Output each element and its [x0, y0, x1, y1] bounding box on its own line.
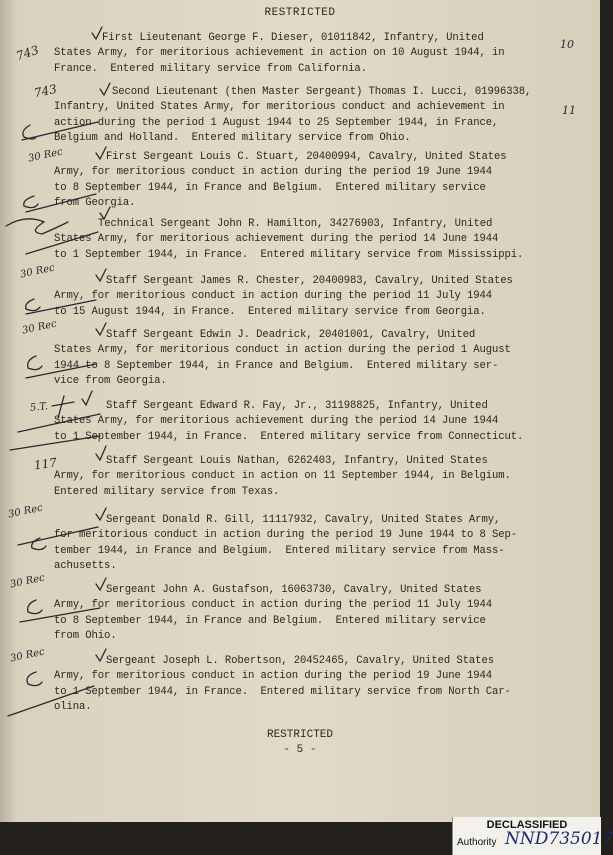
check-mark-icon: [92, 27, 102, 39]
entry-line: tember 1944, in France and Belgium. Entered military service from Mass-: [54, 544, 505, 557]
handwritten-five: [28, 600, 42, 614]
slash-mark: [18, 527, 98, 545]
check-mark-icon: [96, 446, 106, 460]
stamp-authority-value: NND735017: [505, 829, 613, 849]
entry-line: to 8 September 1944, in France and Belgium. Entered military service: [54, 614, 486, 627]
entry-line: Belgium and Holland. Entered military service from Ohio.: [54, 132, 411, 145]
entry-line: Army, for meritorious conduct in action during the period 19 June 1944: [54, 670, 493, 683]
check-mark-icon: [100, 83, 110, 95]
stamp-title: DECLASSIFIED: [486, 819, 568, 831]
entry-line: to 8 September 1944, in France and Belgium. Entered military service: [54, 181, 486, 194]
handwritten-note: 743: [32, 81, 59, 101]
handwritten-five: [27, 672, 42, 686]
handwritten-five: [28, 356, 42, 370]
entry-line: Infantry, United States Army, for meritorious conduct and achievement in: [54, 101, 505, 114]
page-number: - 5 -: [283, 744, 317, 756]
entry-line: to 1 September 1944, in France. Entered military service from North Car-: [54, 685, 511, 698]
check-mark-icon: [96, 508, 106, 520]
check-mark-icon: [96, 578, 106, 590]
entry-line: 1944 to 8 September 1944, in France and Belgium. Entered military ser-: [54, 359, 499, 372]
check-mark-icon: [96, 323, 106, 335]
footer-classification: RESTRICTED: [266, 729, 333, 741]
entry-line: to 1 September 1944, in France. Entered military service from Mississippi.: [54, 248, 524, 261]
header-classification: RESTRICTED: [264, 7, 336, 19]
handwritten-five: [24, 196, 38, 208]
entry-line: to 15 August 1944, in France. Entered military service from Georgia.: [54, 305, 486, 318]
entry-line: Staff Sergeant Edward R. Fay, Jr., 31198825, Infantry, United: [106, 400, 488, 412]
declassified-stamp: [452, 817, 613, 855]
handwritten-note: 743: [14, 42, 41, 64]
handwritten-note: 5.T.: [29, 401, 49, 414]
entry-line: Army, for meritorious conduct in action during the period 11 July 1944: [54, 290, 493, 303]
entry-line: Staff Sergeant Louis Nathan, 6262403, Infantry, United States: [106, 455, 488, 467]
handwritten-note: 30 Rec: [9, 572, 46, 591]
entry-line: States Army, for meritorious achievement during the period 14 June 1944: [54, 415, 499, 428]
scribble-mark: [52, 396, 74, 418]
handwritten-note: 30 Rec: [19, 262, 56, 281]
handwritten-note: 30 Rec: [7, 502, 44, 521]
entry-line: Staff Sergeant James R. Chester, 20400983, Cavalry, United States: [106, 275, 513, 287]
stamp-authority-label: Authority: [457, 837, 497, 848]
slash-mark: [26, 232, 98, 254]
entry-line: States Army, for meritorious conduct in action during the period 1 August: [54, 344, 511, 357]
check-mark-icon: [96, 147, 106, 159]
entry-line: vice from Georgia.: [54, 375, 167, 388]
entry-line: Army, for meritorious conduct in action during the period 19 June 1944: [54, 166, 493, 179]
handwritten-note: 117: [33, 455, 58, 473]
scribble-mark: [6, 219, 68, 234]
slash-mark: [8, 686, 94, 716]
check-mark-icon: [96, 269, 106, 281]
slash-mark: [26, 300, 96, 314]
check-mark-icon: [96, 649, 106, 661]
entry-line: achusetts.: [54, 560, 117, 573]
entry-line: to 1 September 1944, in France. Entered military service from Connecticut.: [54, 430, 524, 443]
handwritten-note: 10: [560, 38, 574, 51]
entry-text: First Lieutenant George F. Dieser, 01011842, Infantry, United: [102, 32, 484, 44]
handwritten-note: 30 Rec: [27, 146, 64, 165]
entry-line: Second Lieutenant (then Master Sergeant) Thomas I. Lucci, 01996338,: [112, 86, 532, 98]
entry-line: from Ohio.: [54, 630, 117, 643]
entry-line: from Georgia.: [54, 197, 136, 210]
entry-line: olina.: [54, 701, 92, 714]
entry-line: Entered military service from Texas.: [54, 485, 280, 498]
handwritten-note: 11: [562, 104, 576, 117]
entry-line: Staff Sergeant Edwin J. Deadrick, 20401001, Cavalry, United: [106, 329, 476, 341]
check-mark-icon: [100, 207, 110, 219]
slash-mark: [22, 122, 98, 140]
slash-mark: [26, 364, 96, 378]
entry-line: Sergeant Donald R. Gill, 11117932, Cavalry, United States Army,: [106, 514, 501, 526]
entry-line: Army, for meritorious conduct in action during the period 11 July 1944: [54, 599, 493, 612]
slash-mark: [20, 608, 100, 622]
entry-line: France. Entered military service from California.: [54, 62, 367, 75]
entry-line: Technical Sergeant John R. Hamilton, 34276903, Infantry, United: [98, 218, 493, 230]
handwritten-note: 30 Rec: [21, 318, 58, 337]
handwritten-note: 30 Rec: [9, 646, 46, 665]
slash-mark: [26, 194, 96, 212]
handwritten-five: [26, 299, 40, 311]
check-mark-icon: [82, 391, 92, 405]
entry-line: States Army, for meritorious achievement in action on 10 August 1944, in: [54, 47, 505, 60]
entry-line: Army, for meritorious conduct in action on 11 September 1944, in Belgium.: [54, 470, 511, 483]
entry-line: for meritorious conduct in action during the period 19 June 1944 to 8 Sep-: [54, 529, 518, 542]
entry-line: Sergeant John A. Gustafson, 16063730, Cavalry, United States: [106, 584, 482, 596]
entry-line: Sergeant Joseph L. Robertson, 20452465, Cavalry, United States: [106, 655, 494, 667]
slash-mark: [10, 436, 100, 450]
entry-line: action during the period 1 August 1944 to 25 September 1944, in France,: [54, 116, 499, 129]
entry-line: States Army, for meritorious achievement during the period 14 June 1944: [54, 233, 499, 246]
entry-line: First Sergeant Louis C. Stuart, 20400994, Cavalry, United States: [106, 151, 507, 163]
